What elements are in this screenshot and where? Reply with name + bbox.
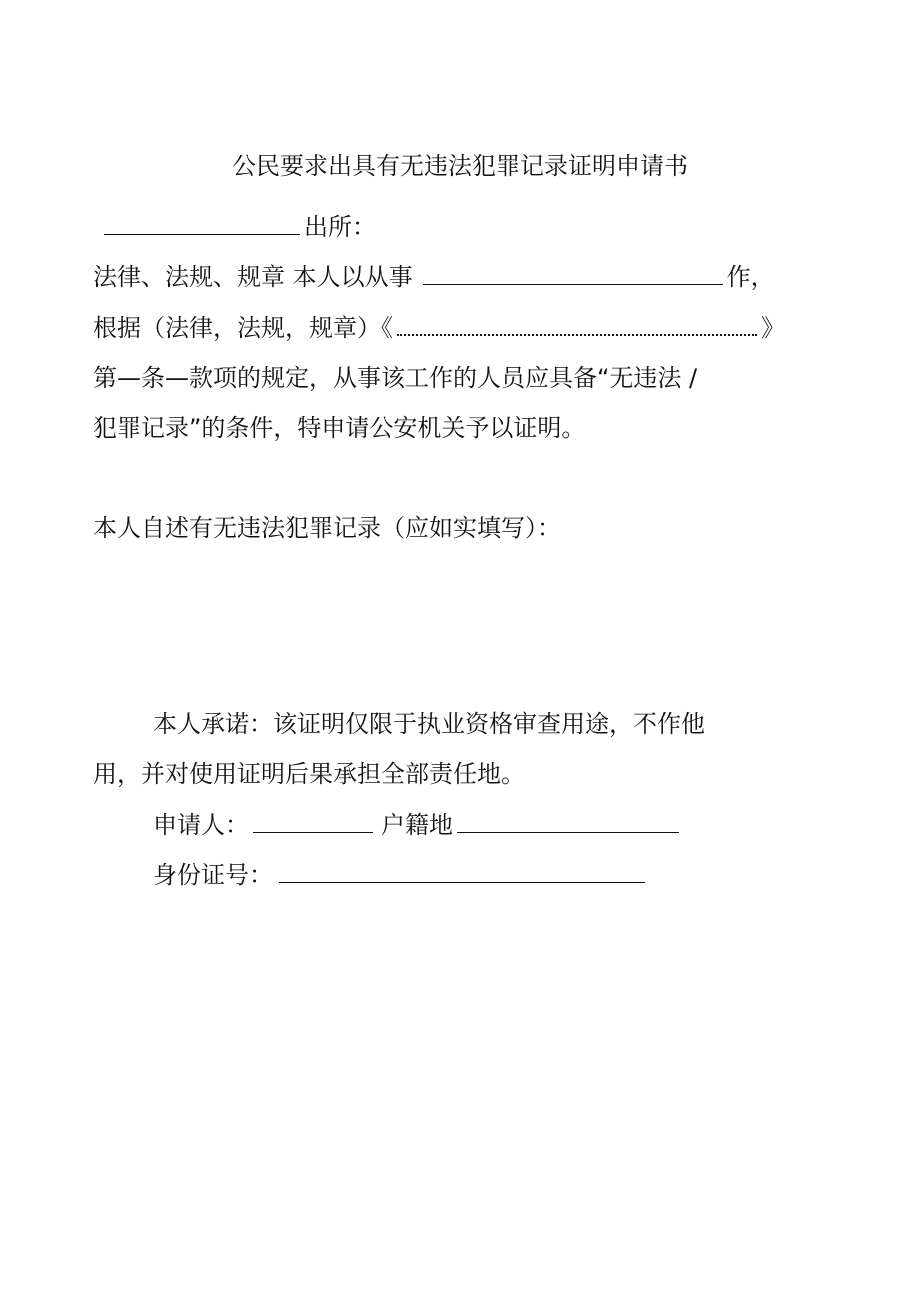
applicant-label: 申请人： xyxy=(153,811,249,839)
law-name-blank[interactable] xyxy=(397,312,757,336)
addressee-suffix: 出所： xyxy=(304,213,376,241)
commitment-line-2: 用，并对使用证明后果承担全部责任地。 xyxy=(93,760,525,788)
applicant-line xyxy=(153,808,683,841)
addressee-line xyxy=(100,210,376,243)
commitment-line-1: 本人承诺：该证明仅限于执业资格审查用途，不作他 xyxy=(153,710,705,738)
household-blank[interactable] xyxy=(457,808,679,833)
line2-suffix: 》 xyxy=(761,314,785,342)
line1-prefix: 法律、法规、规章 本人以从事 xyxy=(93,263,413,291)
body-line-1 xyxy=(93,260,775,293)
occupation-blank[interactable] xyxy=(423,260,723,285)
self-statement-label: 本人自述有无违法犯罪记录（应如实填写）： xyxy=(93,514,561,542)
body-line-2 xyxy=(93,312,785,344)
household-label: 户籍地 xyxy=(381,811,453,839)
body-line-4: 犯罪记录”的条件，特申请公安机关予以证明。 xyxy=(93,414,586,442)
applicant-name-blank[interactable] xyxy=(253,808,373,833)
id-number-line xyxy=(153,858,649,891)
police-station-blank[interactable] xyxy=(104,210,300,235)
id-number-blank[interactable] xyxy=(279,858,645,883)
document-title: 公民要求出具有无违法犯罪记录证明申请书 xyxy=(232,152,688,180)
body-line-3: 第—条—款项的规定，从事该工作的人员应具备“无违法 / xyxy=(93,364,698,392)
line2-prefix: 根据（法律，法规，规章）《 xyxy=(93,314,393,342)
line1-suffix: 作， xyxy=(726,263,775,291)
id-label: 身份证号： xyxy=(153,861,273,889)
